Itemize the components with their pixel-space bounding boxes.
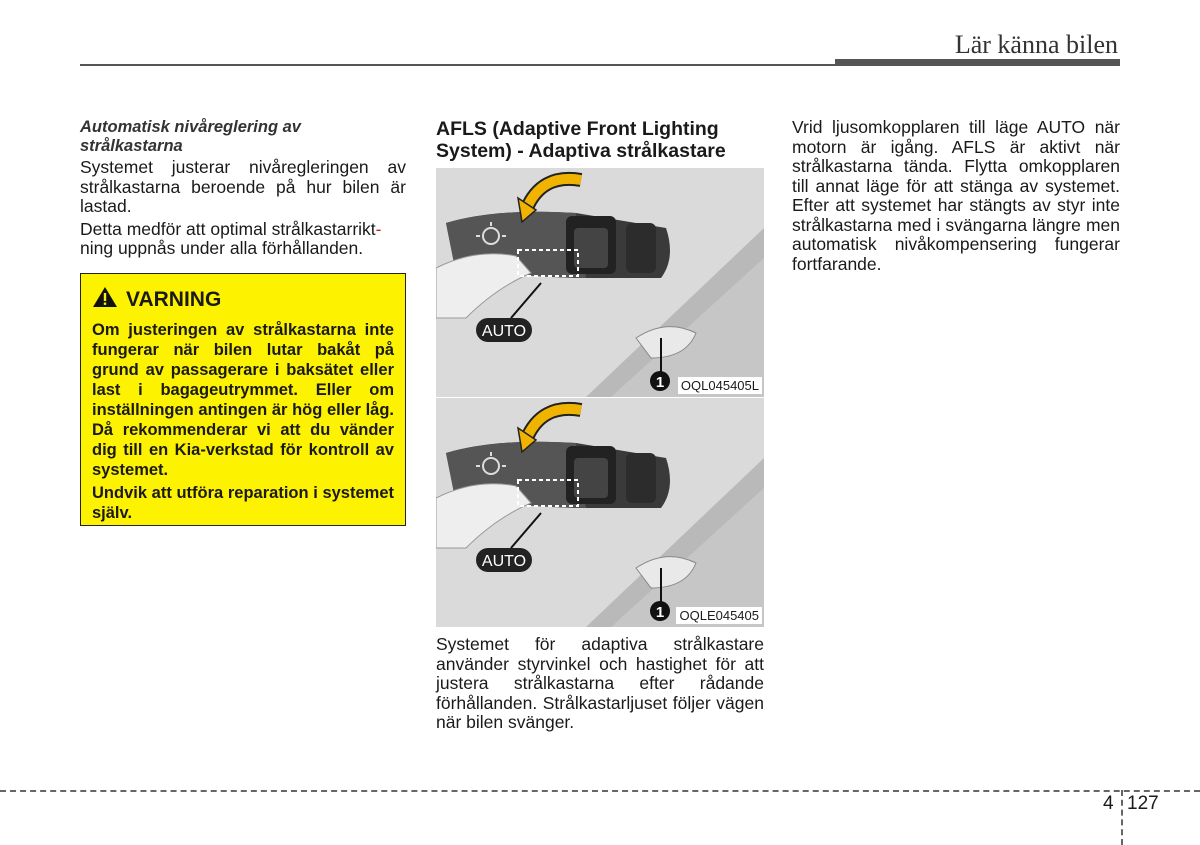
middle-body: Systemet för adaptiva strålkastare använder styrvinkel och hastighet för att justera strålkastarna efter rådande förhållanden. Strålkastarljuset följer vägen när bilen svänger. xyxy=(436,634,764,732)
marker-1-a: 1 xyxy=(655,374,665,391)
header-title: Lär känna bilen xyxy=(954,30,1118,59)
right-body: Vrid ljusomkopplaren till läge AUTO när motorn är igång. AFLS är aktivt när strålkastarna tända. Flytta omkopplaren till annat läge för att stänga av systemet. Efter att systemet har stängts av styr inte strålkastarna med i svängarna längre men automatisk nivåkompensering fungerar fortfarande. xyxy=(792,117,1120,274)
footer-dashed-rule xyxy=(0,790,1200,792)
stalk-illustration-a xyxy=(436,168,764,397)
marker-1-b: 1 xyxy=(655,604,665,621)
left-paragraph-2-line-2: ning uppnås under alla förhållanden. xyxy=(80,238,364,258)
warning-title: VARNING xyxy=(126,288,222,311)
subheading: Automatisk nivåreglering av strålkastarna xyxy=(80,118,301,155)
middle-heading-block xyxy=(436,118,766,162)
section-heading: AFLS (Adaptive Front Lighting System) - Adaptiva strålkastare xyxy=(436,118,726,162)
warning-paragraph-1: Om justeringen av strålkastarna inte fungerar när bilen lutar bakåt på grund av passagerare i baksätet eller last i bagageutrymmet. Eller om inställningen antingen är hög eller låg. Då rekommenderar vi att du vänder dig till en Kia-verkstad för kontroll av systemet. xyxy=(92,321,394,479)
left-paragraph-1: Systemet justerar nivåregleringen av strålkastarna beroende på hur bilen är lastad. xyxy=(80,157,406,216)
stalk-illustration-b xyxy=(436,398,764,627)
warning-triangle-icon xyxy=(92,286,118,314)
auto-callout-a: AUTO xyxy=(481,323,527,340)
footer-dashed-divider xyxy=(1121,790,1123,845)
hyphen-mark: - xyxy=(375,218,382,239)
warning-box xyxy=(80,273,406,526)
figure-type-b xyxy=(436,398,764,627)
warning-paragraph-2: Undvik att utföra reparation i systemet själv. xyxy=(92,484,394,522)
warning-header xyxy=(92,286,394,314)
figure-b-code: OQLE045405 xyxy=(676,607,762,624)
right-column xyxy=(792,118,1120,274)
left-paragraph-2 xyxy=(80,220,406,259)
chapter-number: 4 xyxy=(1103,793,1114,814)
left-paragraph-2-line-1: Detta medför att optimal strålkastarrikt xyxy=(80,218,376,239)
figure-a-code: OQL045405L xyxy=(678,377,762,394)
auto-callout-b: AUTO xyxy=(481,553,527,570)
left-column xyxy=(80,118,406,259)
middle-body-block xyxy=(436,635,764,733)
header-rule-accent xyxy=(835,59,1120,66)
page-number: 127 xyxy=(1127,793,1159,814)
figure-type-a xyxy=(436,168,764,397)
